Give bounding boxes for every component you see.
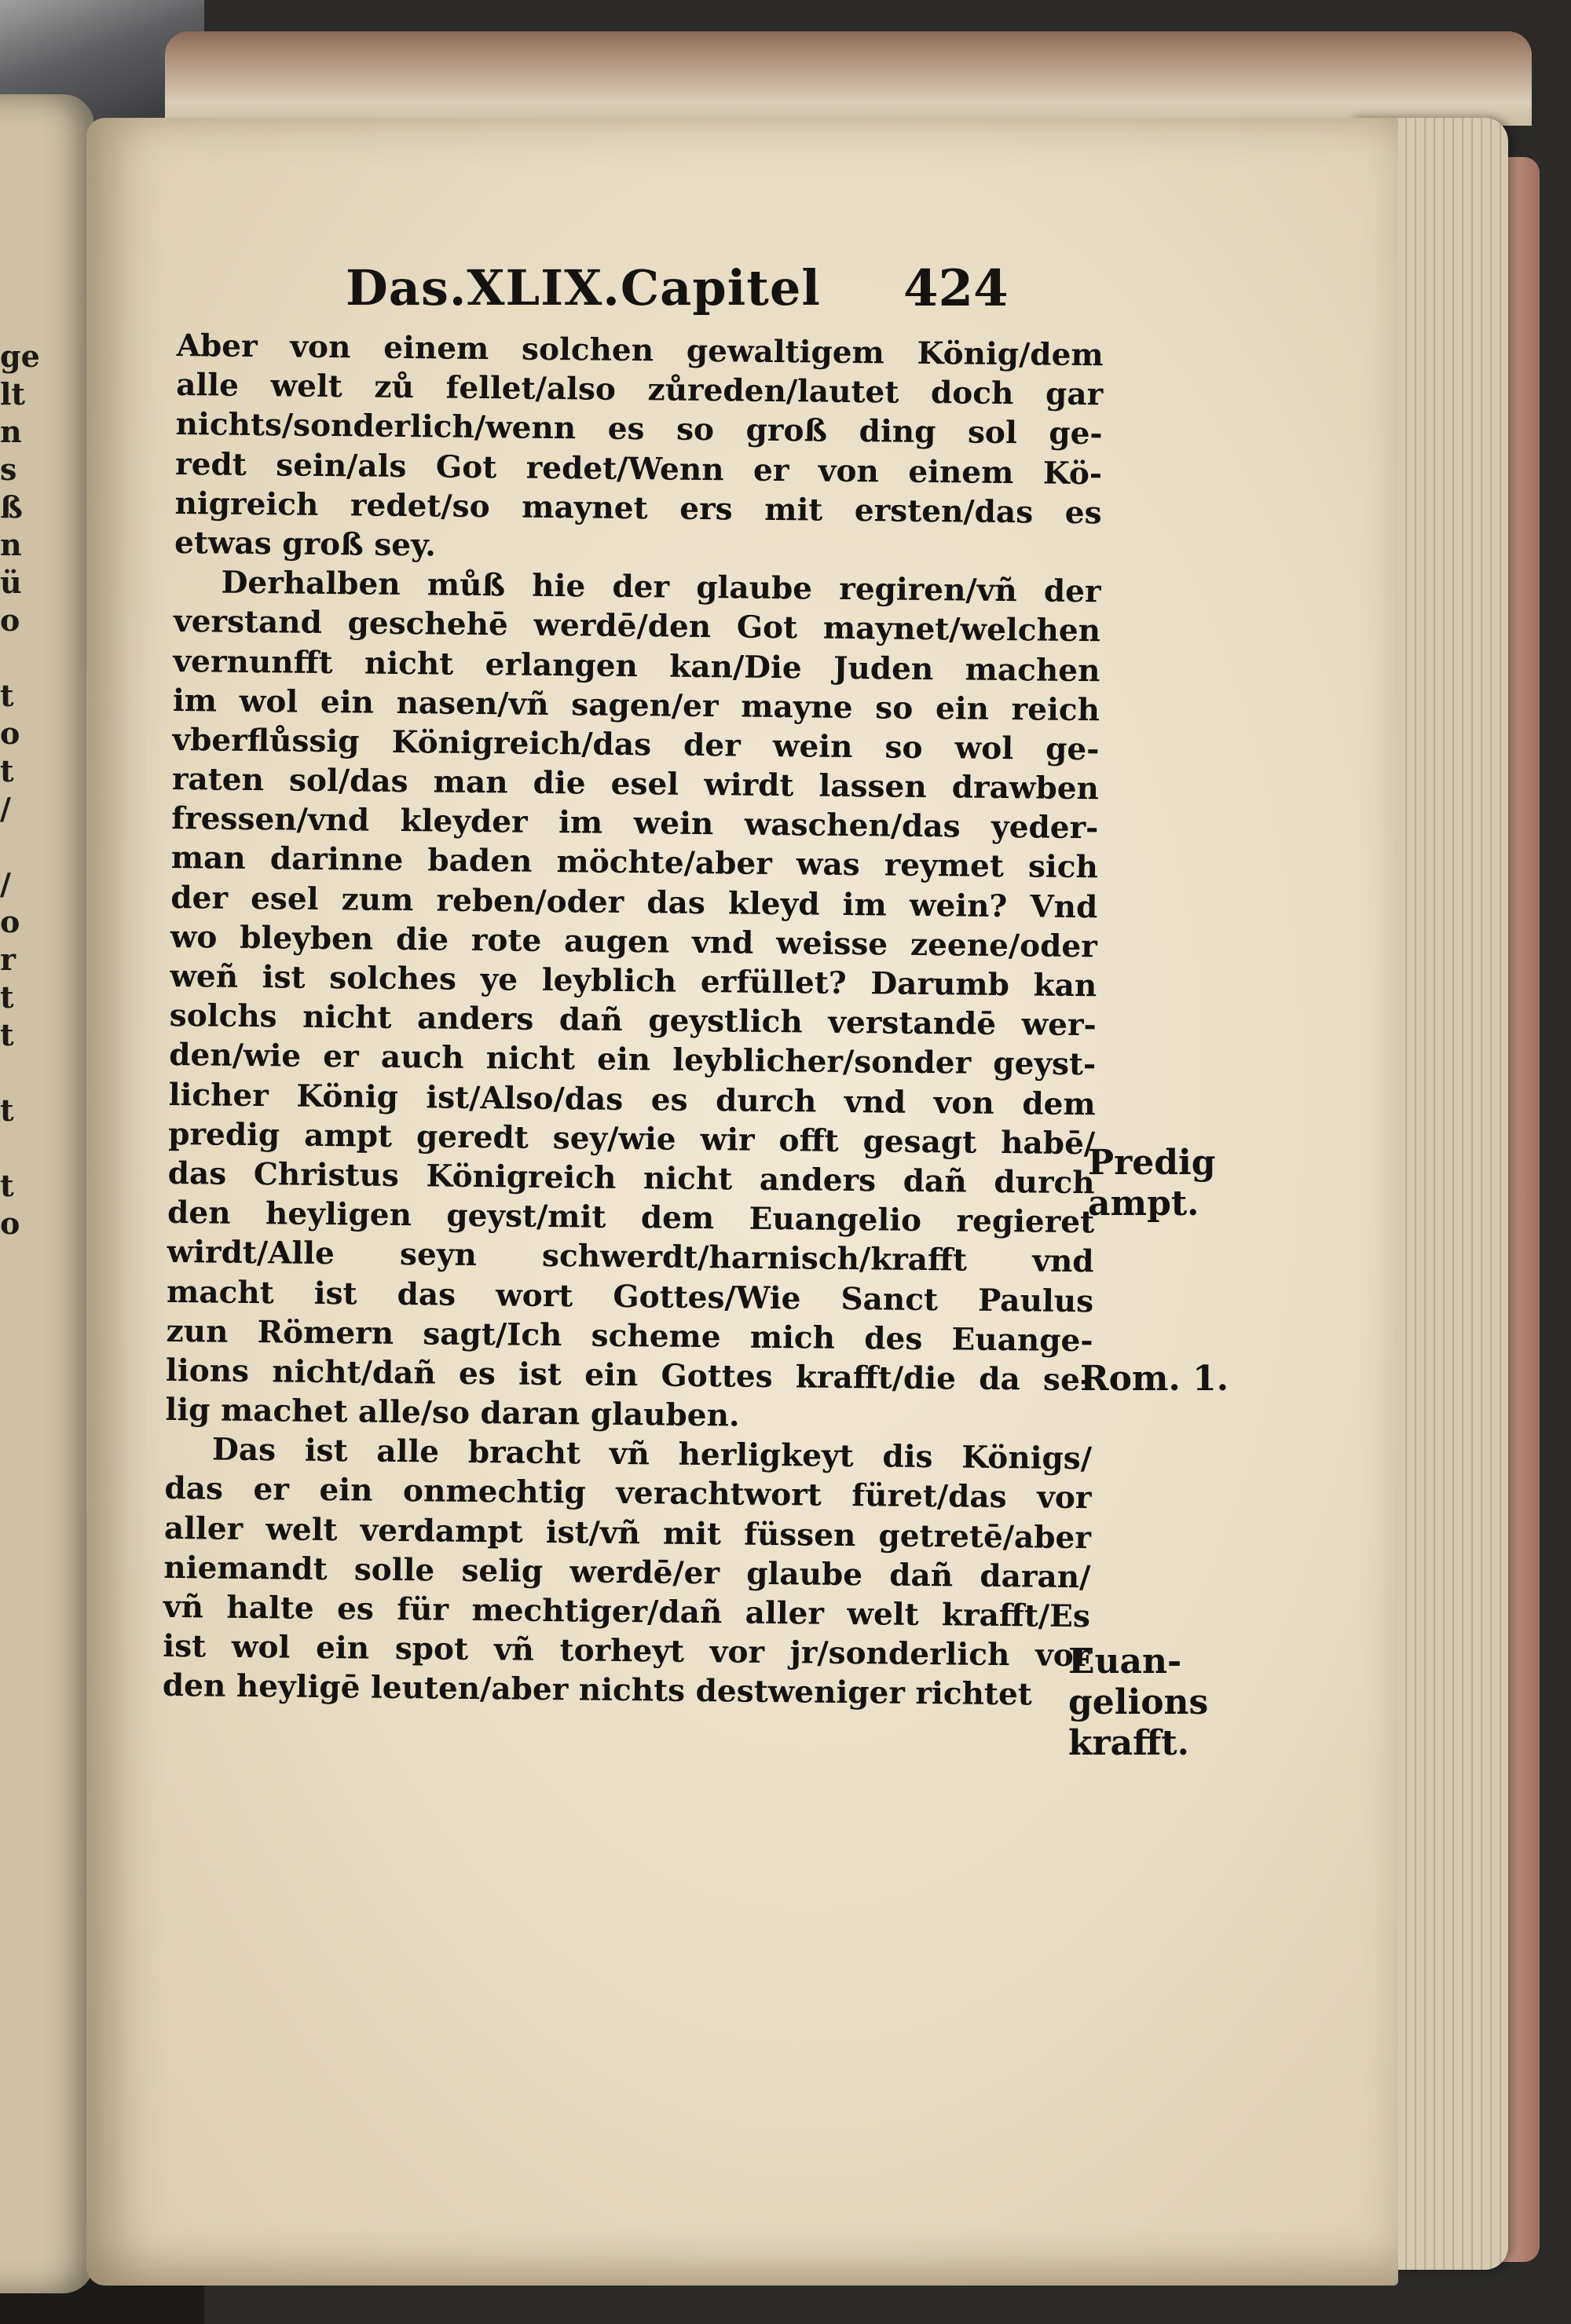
marginal-note-line: Euan- <box>1068 1641 1182 1682</box>
chapter-heading: Das.XLIX.Capitel <box>346 259 821 317</box>
left-page-fragment: o <box>0 1206 20 1241</box>
text-line: Derhalben můß hie der glaube regiren/vñ der <box>221 564 1101 610</box>
left-page-fragment: t <box>0 979 14 1015</box>
text-line: den/wie er auch nicht ein leyblicher/sonder geyst- <box>169 1037 1097 1083</box>
text-line: licher König ist/Also/das es durch vnd von dem <box>168 1076 1096 1122</box>
text-line: den heyligen geyst/mit dem Euangelio regieret <box>167 1195 1095 1241</box>
text-line: predig ampt geredt sey/wie wir offt gesagt habē/ <box>167 1115 1096 1162</box>
left-page-fragment: o <box>0 715 20 751</box>
marginal-note-euangelions <box>1068 1641 1208 1764</box>
text-line: das er ein onmechtig verachtwort füret/das vor <box>164 1470 1092 1517</box>
text-line: vernunfft nicht erlangen kan/Die Juden machen <box>173 642 1100 689</box>
text-line: vberflůssig Königreich/das der wein so wol ge- <box>172 721 1100 768</box>
left-page-fragment: t <box>0 1017 14 1052</box>
left-page-fragment: ß <box>0 489 23 525</box>
left-page-fragment: r <box>0 942 16 977</box>
left-page-fragment: t <box>0 1168 14 1203</box>
text-line: lions nicht/dañ es ist ein Gottes krafft/die da se- <box>165 1352 1093 1399</box>
left-page-fragment: / <box>0 866 11 902</box>
text-line: das Christus Königreich nicht anders dañ durch <box>167 1155 1095 1202</box>
left-page-fragment: n <box>0 414 22 449</box>
marginal-note-line: Rom. 1. <box>1080 1359 1229 1399</box>
text-line: wo bleyben die rote augen vnd weisse zeene/oder <box>170 918 1098 965</box>
text-line: weñ ist solches ye leyblich erfüllet? Darumb kan <box>170 957 1097 1005</box>
text-line: redt sein/als Got redet/Wenn er von einem Kö- <box>174 445 1103 492</box>
left-page-text-fragments <box>0 338 40 1243</box>
text-line: vñ halte es für mechtiger/dañ aller welt krafft/Es <box>163 1588 1091 1635</box>
left-page-fragment: ü <box>0 565 22 600</box>
text-line: wirdt/Alle seyn schwerdt/harnisch/krafft vnd <box>167 1234 1094 1280</box>
left-page-fragment: o <box>0 602 20 638</box>
text-line: fressen/vnd kleyder im wein waschen/das yeder- <box>171 800 1099 847</box>
marginal-note-line: krafft. <box>1068 1723 1189 1763</box>
text-line: aller welt verdampt ist/vñ mit füssen getretē/aber <box>163 1510 1092 1556</box>
left-page-fragment: t <box>0 753 14 789</box>
left-page-fragment: o <box>0 904 20 939</box>
text-line: niemandt solle selig werdē/er glaube dañ daran/ <box>163 1549 1091 1596</box>
body-text <box>163 326 1104 1715</box>
left-page-fragment: t <box>0 1092 14 1128</box>
text-line: Aber von einem solchen gewaltigem König/dem <box>176 327 1104 374</box>
left-page-fragment: t <box>0 678 14 713</box>
marginal-note-line: gelions <box>1068 1682 1209 1722</box>
left-page-fragment: lt <box>0 376 25 412</box>
marginal-note-line: ampt. <box>1088 1184 1199 1224</box>
text-line: man darinne baden möchte/aber was reymet sich <box>170 840 1099 886</box>
text-line: verstand geschehē werdē/den Got maynet/welchen <box>173 603 1101 650</box>
text-line: der esel zum reben/oder das kleyd im wein? Vnd <box>170 879 1098 925</box>
marginal-note-predig <box>1088 1143 1216 1224</box>
book-top-edge <box>165 31 1532 126</box>
left-page-fragment <box>0 828 31 866</box>
text-line: etwas groß sey. <box>174 524 437 564</box>
left-page-fragment <box>0 639 31 677</box>
marginal-note-line: Predig <box>1088 1143 1216 1183</box>
text-line: raten sol/das man die esel wirdt lassen drawben <box>171 761 1100 807</box>
text-line: zun Römern sagt/Ich scheme mich des Euange- <box>166 1312 1093 1359</box>
text-line: den heyligē leuten/aber nichts destweniger richtet <box>162 1667 1033 1713</box>
text-line: im wol ein nasen/vñ sagen/er mayne so ein reich <box>172 682 1100 729</box>
text-line: Das ist alle bracht vñ herligkeyt dis Königs/ <box>211 1431 1093 1477</box>
text-line: lig machet alle/so daran glauben. <box>165 1391 740 1434</box>
text-line: macht ist das wort Gottes/Wie Sanct Paulus <box>166 1273 1094 1319</box>
left-page-fragment <box>0 1054 31 1092</box>
text-line: nichts/sonderlich/wenn es so groß ding sol ge- <box>175 406 1103 452</box>
marginal-note-rom <box>1080 1359 1229 1400</box>
left-page-fragment: n <box>0 527 22 562</box>
left-page-fragment: / <box>0 791 11 826</box>
text-line: ist wol ein spot vñ torheyt vor jr/sonderlich vor <box>163 1628 1090 1674</box>
text-line: solchs nicht anders dañ geystlich verstandē wer- <box>169 997 1097 1044</box>
text-line: nigreich redet/so maynet ers mit ersten/das es <box>174 485 1102 532</box>
left-page-fragment: ge <box>0 339 40 374</box>
left-page-fragment: s <box>0 452 17 487</box>
text-line: alle welt zů fellet/also zůreden/lautet doch gar <box>175 367 1104 413</box>
page-number: 424 <box>903 259 1009 318</box>
left-page-fragment <box>0 1129 31 1167</box>
